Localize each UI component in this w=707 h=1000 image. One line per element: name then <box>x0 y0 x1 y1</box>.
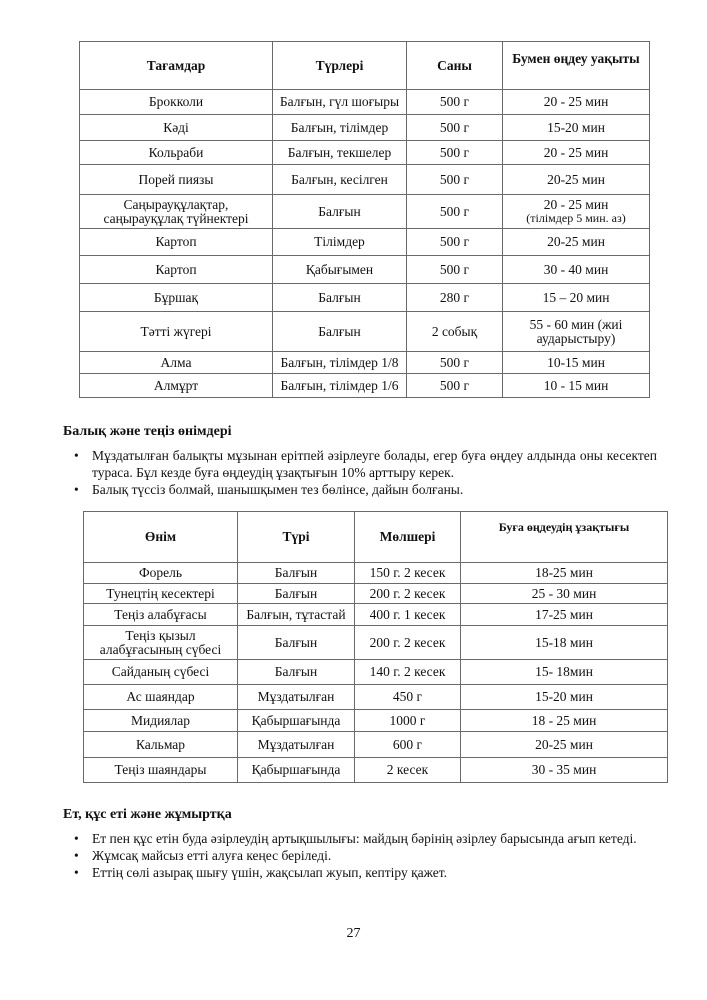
cell-amount: 150 г. 2 кесек <box>355 563 461 584</box>
cell-time: 15-20 мин <box>461 685 668 710</box>
table-row <box>80 374 650 398</box>
meat-bullet-list <box>63 830 657 881</box>
cell-product: Теңіз алабұғасы <box>84 604 238 626</box>
cell-amount: 500 г <box>407 229 503 256</box>
cell-type: Балғын, тілімдер 1/8 <box>273 352 407 374</box>
header-amount: Мөлшері <box>355 512 461 563</box>
cell-product: Теңіз қызыл алабұғасының сүбесі <box>84 626 238 660</box>
cell-amount: 500 г <box>407 165 503 195</box>
list-item: • Еттің сөлі азырақ шығу үшін, жақсылап жуып, кептіру қажет. <box>74 865 448 880</box>
header-product: Өнім <box>84 512 238 563</box>
cell-type: Балғын, тілімдер <box>273 115 407 141</box>
cell-food: Алма <box>80 352 273 374</box>
table-row <box>80 312 650 352</box>
table-row <box>80 195 650 229</box>
cell-food: Тәтті жүгері <box>80 312 273 352</box>
cell-amount: 2 кесек <box>355 758 461 783</box>
table-header-row <box>80 42 650 90</box>
cell-amount: 500 г <box>407 352 503 374</box>
cell-amount: 500 г <box>407 115 503 141</box>
cell-amount: 500 г <box>407 374 503 398</box>
cell-time: 20 - 25 мин <box>503 141 650 165</box>
time-note: (тілімдер 5 мин. аз) <box>526 211 626 225</box>
cell-time: 30 - 40 мин <box>503 256 650 284</box>
table-row <box>80 256 650 284</box>
cell-amount: 200 г. 2 кесек <box>355 626 461 660</box>
cell-time: 10-15 мин <box>503 352 650 374</box>
cell-food: Порей пиязы <box>80 165 273 195</box>
header-food: Тағамдар <box>80 42 273 90</box>
cell-time: 15-20 мин <box>503 115 650 141</box>
table-row <box>80 115 650 141</box>
table-row <box>84 732 668 758</box>
page-number: 27 <box>346 926 361 941</box>
cell-amount: 500 г <box>407 256 503 284</box>
cell-time: 30 - 35 мин <box>461 758 668 783</box>
cell-food: Бұршақ <box>80 284 273 312</box>
cell-time: 18-25 мин <box>461 563 668 584</box>
vegetables-table-body <box>80 90 650 398</box>
cell-amount: 200 г. 2 кесек <box>355 584 461 604</box>
cell-amount: 500 г <box>407 90 503 115</box>
cell-product: Кальмар <box>84 732 238 758</box>
cell-food: Саңырауқұлақтар, саңырауқұлақ түйнектері <box>80 195 273 229</box>
bullet-icon: • <box>74 482 79 497</box>
cell-type: Мұздатылған <box>238 732 355 758</box>
header-time: Бумен өңдеу уақыты <box>503 42 650 90</box>
cell-time: 20-25 мин <box>503 165 650 195</box>
cell-food: Алмұрт <box>80 374 273 398</box>
cell-food: Кәді <box>80 115 273 141</box>
cell-amount: 400 г. 1 кесек <box>355 604 461 626</box>
header-duration: Буға өңдеудің ұзақтығы <box>461 512 668 563</box>
table-header-row <box>84 512 668 563</box>
cell-time: 15 – 20 мин <box>503 284 650 312</box>
bullet-icon: • <box>74 848 79 863</box>
bullet-icon: • <box>74 831 79 846</box>
cell-time: 15-18 мин <box>461 626 668 660</box>
cell-time: 25 - 30 мин <box>461 584 668 604</box>
list-item: • Балық түссіз болмай, шанышқымен тез бөлінсе, дайын болғаны. <box>74 482 464 497</box>
bullet-icon: • <box>74 448 79 463</box>
cell-type: Қабыршағында <box>238 758 355 783</box>
cell-product: Форель <box>84 563 238 584</box>
table-row <box>84 660 668 685</box>
cell-type: Балғын <box>238 563 355 584</box>
table-row <box>80 141 650 165</box>
cell-time: 20 - 25 мин (тілімдер 5 мин. аз) <box>503 195 650 229</box>
cell-time: 20-25 мин <box>503 229 650 256</box>
table-row <box>84 604 668 626</box>
cell-type: Мұздатылған <box>238 685 355 710</box>
cell-amount: 280 г <box>407 284 503 312</box>
fish-bullet-list <box>63 447 657 498</box>
table-row <box>84 685 668 710</box>
cell-product: Мидиялар <box>84 710 238 732</box>
cell-product: Ас шаяндар <box>84 685 238 710</box>
cell-amount: 140 г. 2 кесек <box>355 660 461 685</box>
table-row <box>80 165 650 195</box>
list-item: • Жұмсақ майсыз етті алуға кеңес беріледі. <box>74 848 332 863</box>
cell-amount: 600 г <box>355 732 461 758</box>
table-row <box>84 626 668 660</box>
cell-type: Балғын <box>273 312 407 352</box>
table-row <box>84 563 668 584</box>
meat-section-heading: Ет, құс еті және жұмыртқа <box>63 807 232 822</box>
cell-time: 55 - 60 мин (жиі аударыстыру) <box>503 312 650 352</box>
cell-type: Тілімдер <box>273 229 407 256</box>
cell-type: Балғын <box>273 195 407 229</box>
cell-time: 18 - 25 мин <box>461 710 668 732</box>
table-row <box>80 352 650 374</box>
table-row <box>80 284 650 312</box>
cell-amount: 500 г <box>407 141 503 165</box>
fish-table-body <box>84 563 668 783</box>
cell-type: Балғын, текшелер <box>273 141 407 165</box>
table-row <box>80 90 650 115</box>
header-type: Түрі <box>238 512 355 563</box>
header-amount: Саны <box>407 42 503 90</box>
cell-food: Брокколи <box>80 90 273 115</box>
fish-steaming-table <box>83 511 668 783</box>
list-item: • Мұздатылған балықты мұзынан ерітпей әзірлеуге болады, егер буға өңдеу алдында оны кесектеп тураса. Бұл кезде буға өңдеудің ұзақтығын 10% арттыру керек. <box>74 448 657 480</box>
table-row <box>84 584 668 604</box>
cell-type: Балғын <box>273 284 407 312</box>
cell-type: Балғын, тілімдер 1/6 <box>273 374 407 398</box>
cell-amount: 500 г <box>407 195 503 229</box>
table-row <box>84 710 668 732</box>
cell-food: Картоп <box>80 256 273 284</box>
cell-type: Балғын, кесілген <box>273 165 407 195</box>
cell-time: 15- 18мин <box>461 660 668 685</box>
cell-time: 10 - 15 мин <box>503 374 650 398</box>
table-row <box>80 229 650 256</box>
list-item: • Ет пен құс етін буда әзірлеудің артықшылығы: майдың бәрінің әзірлеу барысында ағып кетеді. <box>74 831 637 846</box>
cell-type: Балғын, тұтастай <box>238 604 355 626</box>
header-type: Түрлері <box>273 42 407 90</box>
cell-product: Сайданың сүбесі <box>84 660 238 685</box>
fish-section-heading: Балық және теңіз өнімдері <box>63 424 232 439</box>
cell-type: Балғын <box>238 660 355 685</box>
cell-type: Балғын <box>238 626 355 660</box>
bullet-icon: • <box>74 865 79 880</box>
cell-product: Теңіз шаяндары <box>84 758 238 783</box>
cell-amount: 2 собық <box>407 312 503 352</box>
cell-time: 20-25 мин <box>461 732 668 758</box>
cell-type: Балғын, гүл шоғыры <box>273 90 407 115</box>
cell-amount: 1000 г <box>355 710 461 732</box>
cell-type: Балғын <box>238 584 355 604</box>
cell-type: Қабығымен <box>273 256 407 284</box>
table-row <box>84 758 668 783</box>
cell-food: Кольраби <box>80 141 273 165</box>
cell-food: Картоп <box>80 229 273 256</box>
cell-product: Тунецтің кесектері <box>84 584 238 604</box>
vegetables-steaming-table <box>79 41 650 398</box>
cell-amount: 450 г <box>355 685 461 710</box>
cell-time: 20 - 25 мин <box>503 90 650 115</box>
cell-type: Қабыршағында <box>238 710 355 732</box>
cell-time: 17-25 мин <box>461 604 668 626</box>
